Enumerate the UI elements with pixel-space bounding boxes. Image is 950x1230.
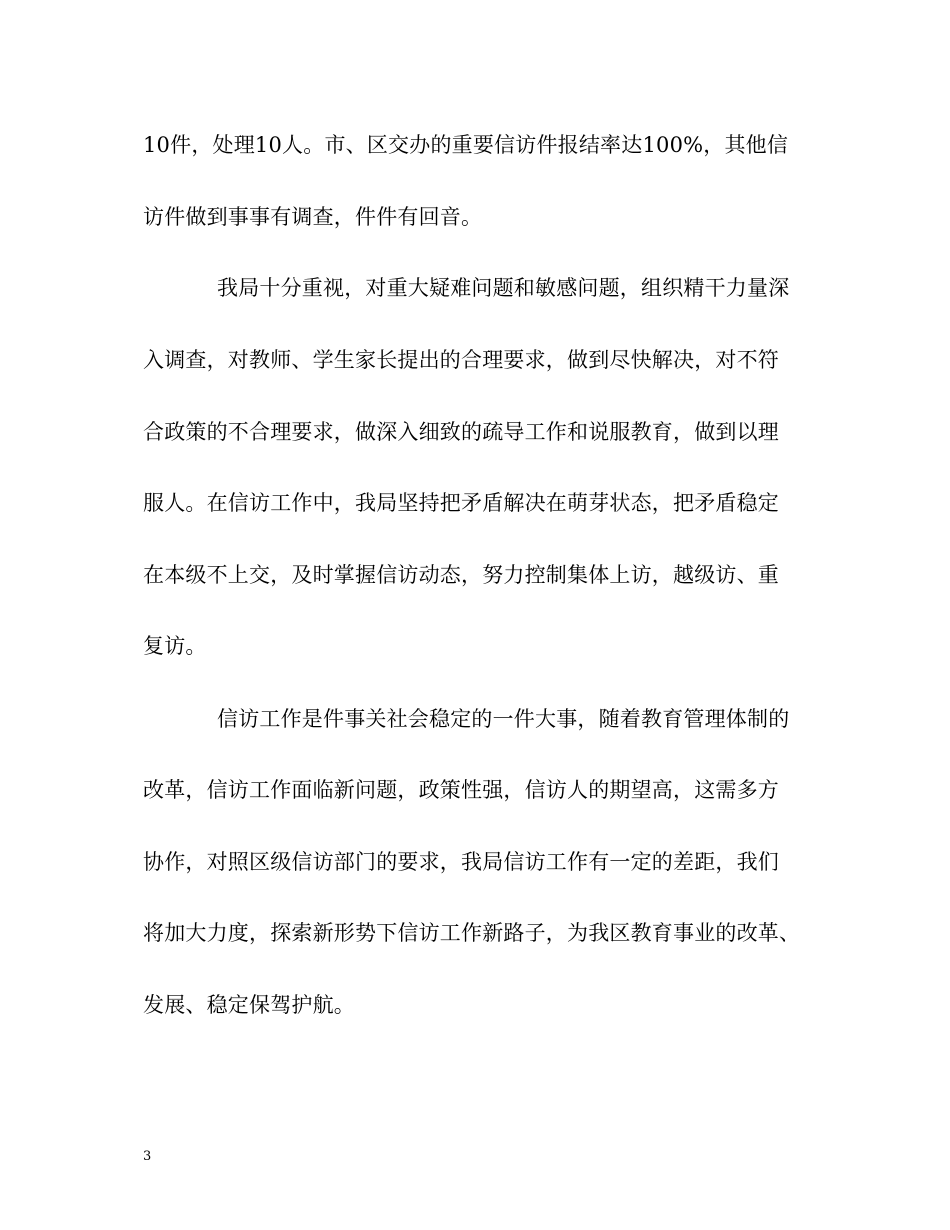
text-line-2: 访件做到事事有调查，件件有回音。 [143,205,483,229]
paragraph-2-line-3: 合政策的不合理要求，做深入细致的疏导工作和说服教育，做到以理 [143,420,779,444]
paragraph-3-line-3: 协作，对照区级信访部门的要求，我局信访工作有一定的差距，我们 [143,850,779,874]
paragraph-2-line-5: 在本级不上交，及时掌握信访动态，努力控制集体上访，越级访、重 [143,563,779,587]
paragraph-3-line-4: 将加大力度，探索新形势下信访工作新路子，为我区教育事业的改革、 [143,921,801,945]
paragraph-2-line-4: 服人。在信访工作中，我局坚持把矛盾解决在萌芽状态，把矛盾稳定 [143,491,779,515]
paragraph-3-line-2: 改革，信访工作面临新问题，政策性强，信访人的期望高，这需多方 [143,778,779,802]
paragraph-2-line-2: 入调查，对教师、学生家长提出的合理要求，做到尽快解决，对不符 [143,348,779,372]
paragraph-3-line-1: 信访工作是件事关社会稳定的一件大事，随着教育管理体制的 [217,707,790,731]
paragraph-2-line-1: 我局十分重视，对重大疑难问题和敏感问题，组织精干力量深 [217,276,790,300]
page-number: 3 [143,1149,152,1164]
paragraph-2-line-6: 复访。 [143,634,207,658]
paragraph-3-line-5: 发展、稳定保驾护航。 [143,993,355,1017]
text-line-1: 10件，处理10人。市、区交办的重要信访件报结率达100%，其他信 [143,133,789,157]
